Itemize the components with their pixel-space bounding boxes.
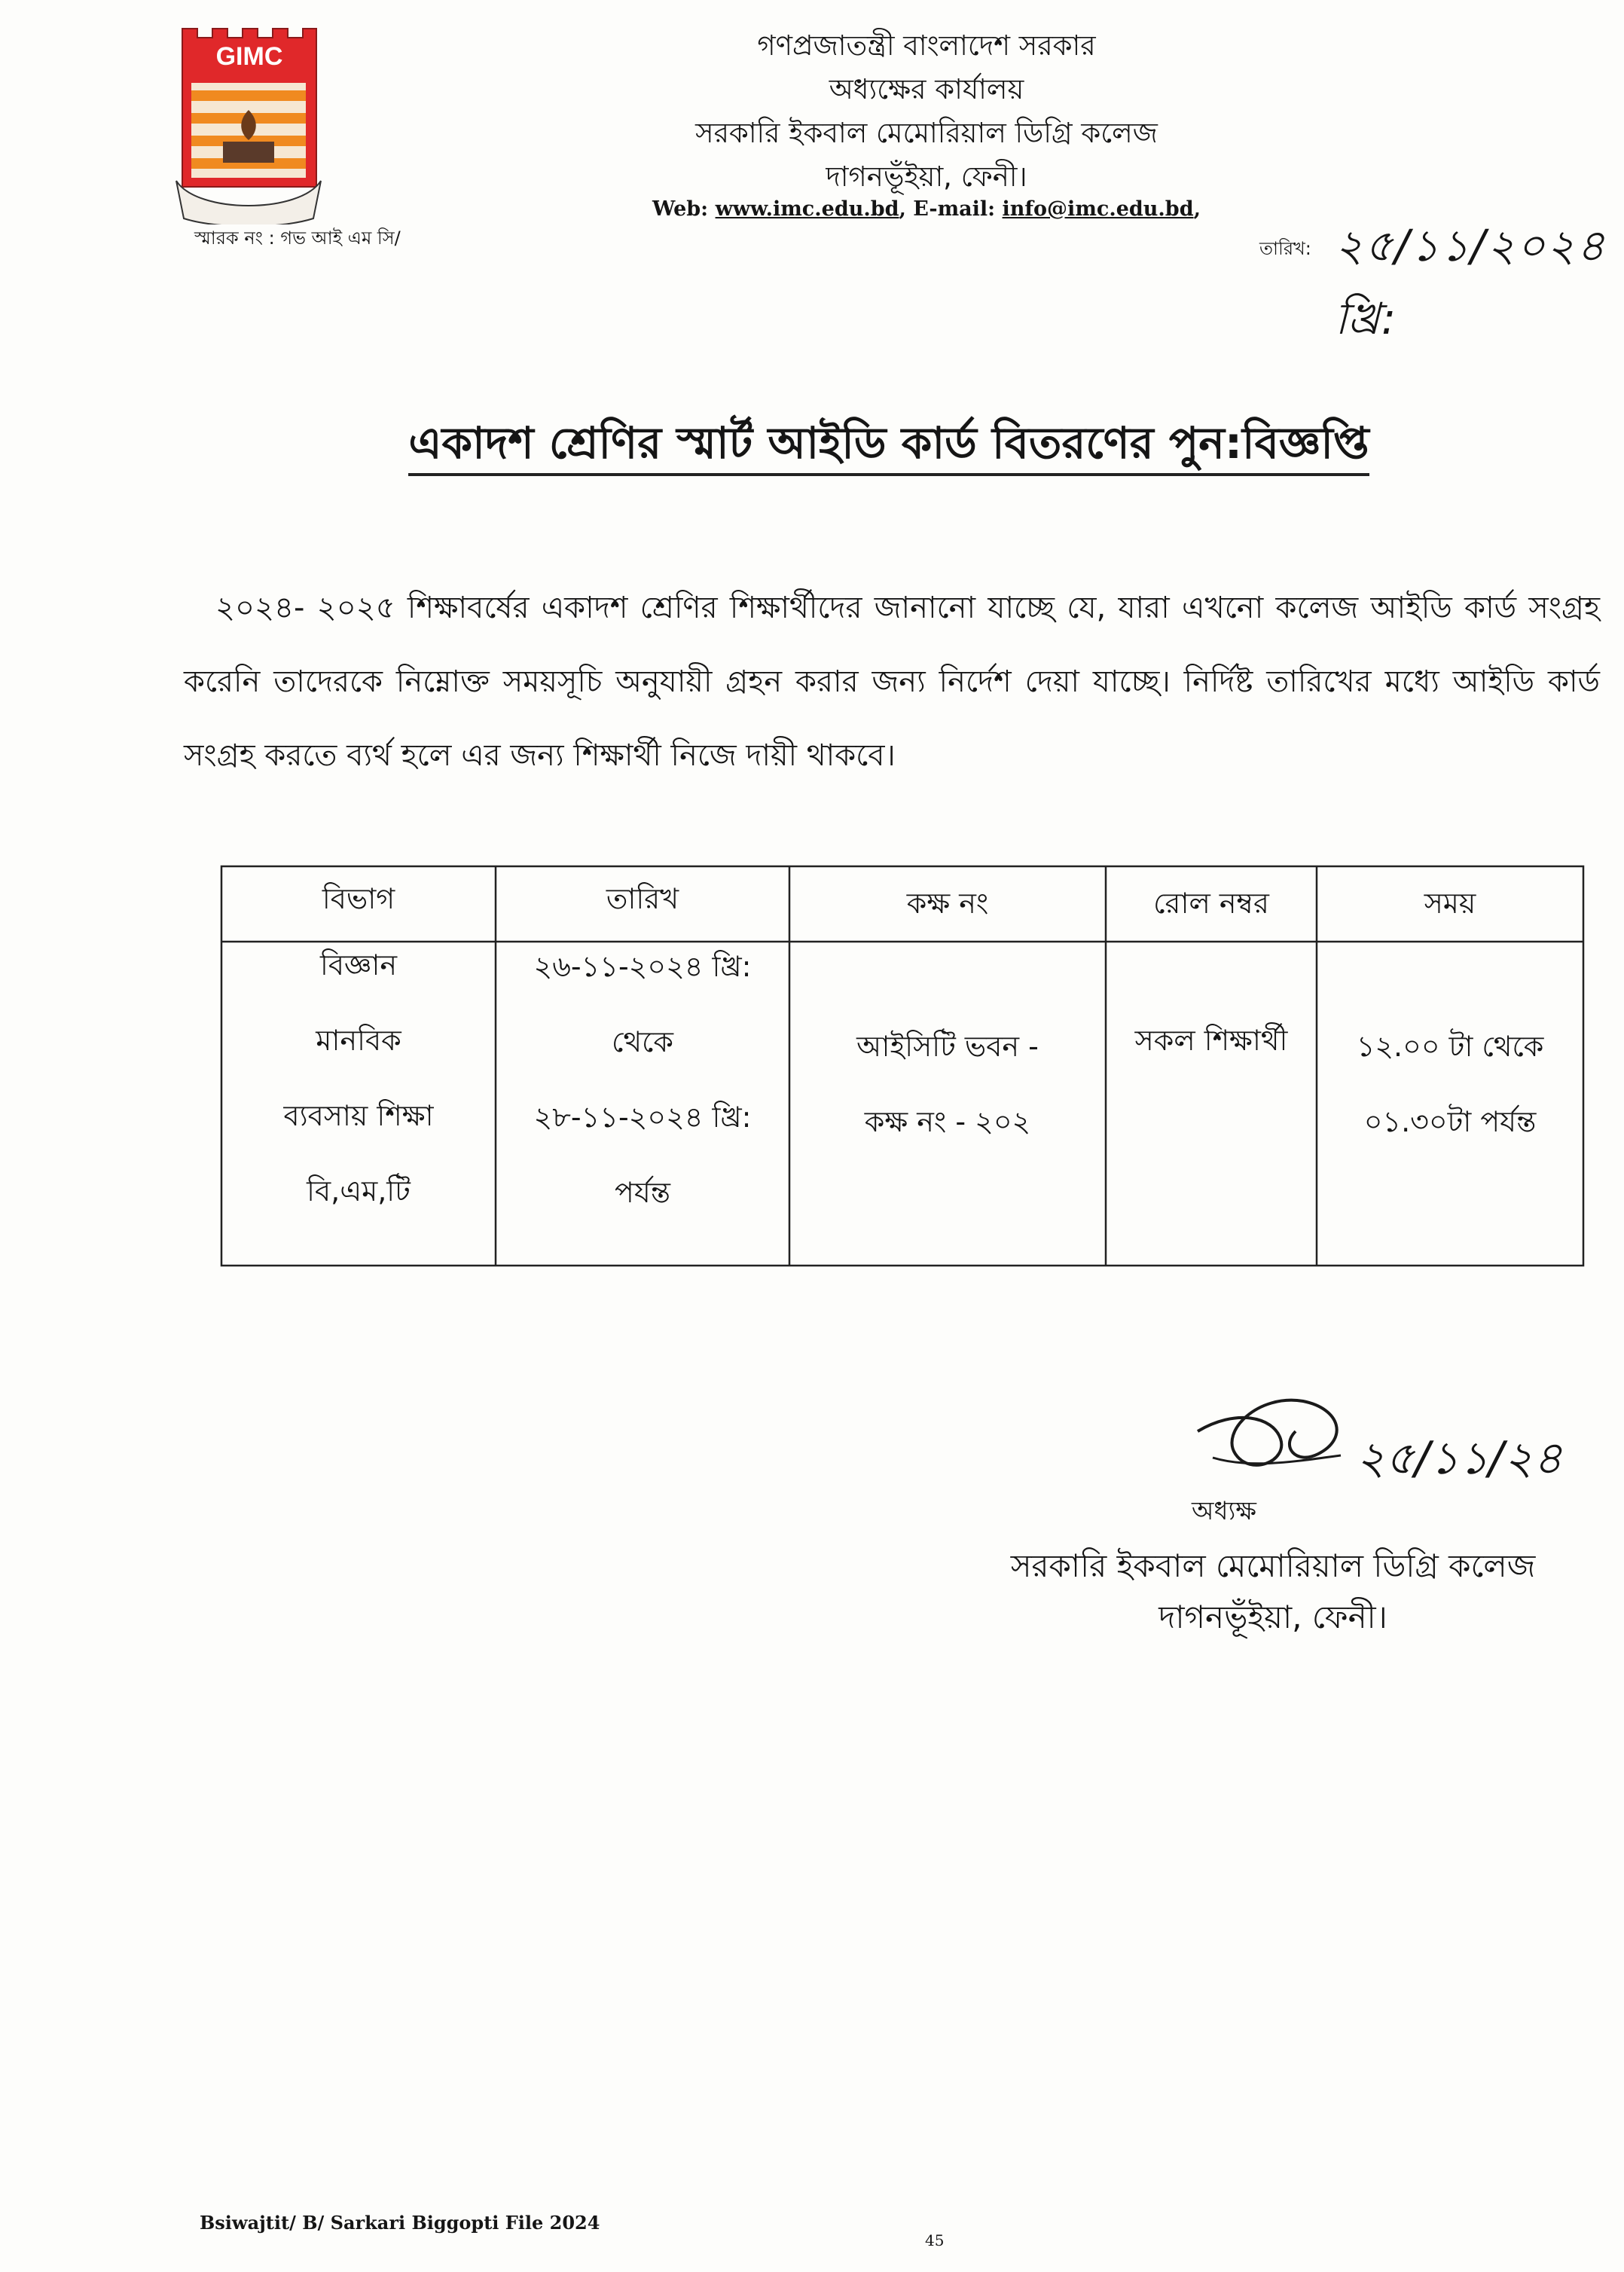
signature-location: দাগনভূঁইয়া, ফেনী।	[1158, 1599, 1387, 1635]
college-logo	[175, 21, 322, 224]
header-college-name: সরকারি ইকবাল মেমোরিয়াল ডিগ্রি কলেজ	[695, 117, 1158, 149]
header-contact: Web: www.imc.edu.bd, E-mail: info@imc.edu.bd,	[652, 197, 1201, 221]
page-number: 45	[925, 2231, 945, 2249]
signature-date: ২৫/১১/২৪	[1356, 1432, 1563, 1485]
header-office: অধ্যক্ষের কার্যালয়	[829, 73, 1024, 105]
email-link[interactable]: info@imc.edu.bd	[1002, 197, 1194, 221]
signature-scribble	[1190, 1386, 1371, 1499]
notice-title: একাদশ শ্রেণির স্মার্ট আইডি কার্ড বিতরণের পুন:বিজ্ঞপ্তি	[286, 410, 1491, 483]
signature-title: অধ্যক্ষ	[1192, 1496, 1256, 1526]
cell-time: ১২.০০ টা থেকে ০১.৩০টা পর্যন্ত	[1356, 1030, 1544, 1138]
web-label: Web:	[652, 197, 709, 221]
header-location: দাগনভূঁইয়া, ফেনী।	[826, 160, 1027, 193]
email-label: , E-mail:	[899, 197, 996, 221]
cell-departments: বিজ্ঞান মানবিক ব্যবসায় শিক্ষা বি,এম,টি	[283, 948, 434, 1208]
web-link[interactable]: www.imc.edu.bd	[715, 197, 899, 221]
header-time: সময়	[1424, 887, 1476, 920]
header-date: তারিখ	[606, 882, 679, 915]
notice-body: ২০২৪- ২০২৫ শিক্ষাবর্ষের একাদশ শ্রেণির শিক্ষার্থীদের জানানো যাচ্ছে যে, যারা এখনো কলেজ আইডি কার্ড সংগ্রহ করেনি তাদেরকে নিম্নোক্ত সময়সূচি অনুযায়ী গ্রহন করার জন্য নির্দেশ দেয়া যাচ্ছে। নির্দিষ্ট তারিখের মধ্যে আইডি কার্ড সংগ্রহ করতে ব্যর্থ হলে এর জন্য শিক্ষার্থী নিজে দায়ী থাকবে।	[184, 591, 1600, 773]
header-government: গণপ্রজাতন্ত্রী বাংলাদেশ সরকার	[757, 29, 1096, 62]
footer-file-ref: Bsiwajtit/ B/ Sarkari Biggopti File 2024	[200, 2212, 600, 2234]
header-department: বিভাগ	[322, 882, 395, 915]
header-room: কক্ষ নং	[906, 887, 989, 920]
cell-roll: সকল শিক্ষার্থী	[1134, 1024, 1288, 1057]
header-roll: রোল নম্বর	[1153, 887, 1269, 920]
cell-dates: ২৬-১১-২০২৪ খ্রি: থেকে ২৮-১১-২০২৪ খ্রি: পর্যন্ত	[533, 950, 752, 1209]
logo-acronym: GIMC	[215, 42, 283, 71]
memo-number: স্মারক নং : গভ আই এম সি/	[194, 228, 401, 249]
schedule-table	[217, 860, 1588, 1273]
handwritten-date: ২৫/১১/২০২৪ খ্রি:	[1335, 220, 1607, 344]
date-label: তারিখ:	[1259, 238, 1311, 259]
signature-college: সরকারি ইকবাল মেমোরিয়াল ডিগ্রি কলেজ	[1010, 1547, 1536, 1584]
cell-room: আইসিটি ভবন - কক্ষ নং - ২০২	[856, 1030, 1039, 1138]
